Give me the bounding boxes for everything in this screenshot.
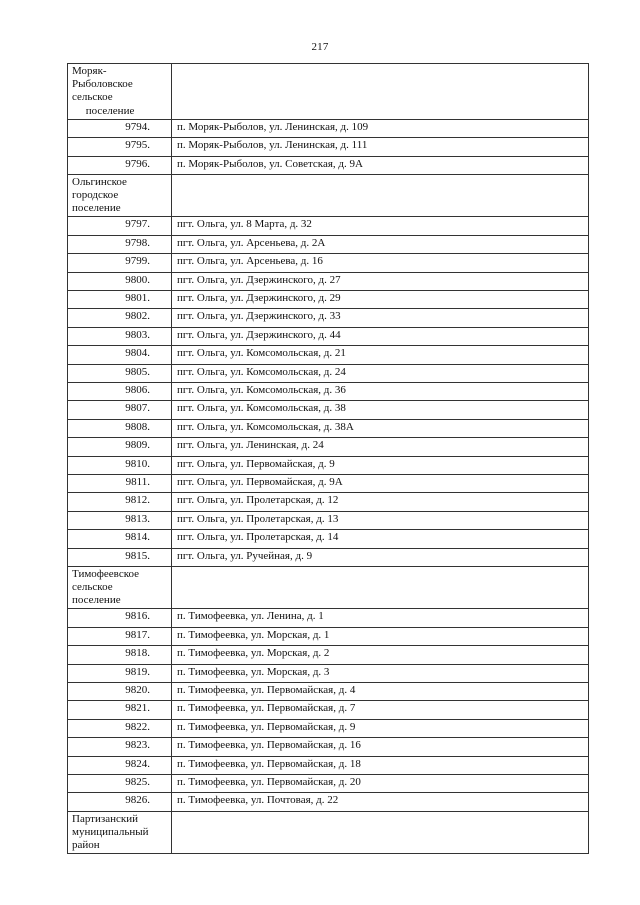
table-row — [68, 719, 589, 737]
table-row — [68, 419, 589, 437]
table-row — [68, 119, 589, 137]
row-number: 9824. — [68, 756, 172, 774]
section-name-cell — [68, 64, 172, 120]
row-address: п. Тимофеевка, ул. Первомайская, д. 4 — [172, 683, 589, 701]
row-address: пгт. Ольга, ул. Первомайская, д. 9А — [172, 474, 589, 492]
table-row — [68, 383, 589, 401]
row-address: пгт. Ольга, ул. Дзержинского, д. 33 — [172, 309, 589, 327]
row-number: 9816. — [68, 609, 172, 627]
table-row — [68, 438, 589, 456]
row-address: п. Тимофеевка, ул. Первомайская, д. 16 — [172, 738, 589, 756]
row-address: пгт. Ольга, ул. Комсомольская, д. 36 — [172, 383, 589, 401]
table-row — [68, 627, 589, 645]
row-address: пгт. Ольга, ул. Пролетарская, д. 12 — [172, 493, 589, 511]
table-row — [68, 217, 589, 235]
table-row — [68, 235, 589, 253]
table-row — [68, 756, 589, 774]
row-address: п. Тимофеевка, ул. Первомайская, д. 7 — [172, 701, 589, 719]
section-name-cell — [68, 174, 172, 217]
row-address: пгт. Ольга, ул. Пролетарская, д. 14 — [172, 530, 589, 548]
table-body — [68, 64, 589, 854]
row-number: 9808. — [68, 419, 172, 437]
section-name-line: Партизанский — [72, 812, 138, 825]
table-row — [68, 364, 589, 382]
section-empty-cell — [172, 811, 589, 854]
row-address: п. Тимофеевка, ул. Морская, д. 1 — [172, 627, 589, 645]
row-number: 9809. — [68, 438, 172, 456]
row-address: п. Моряк-Рыболов, ул. Ленинская, д. 109 — [172, 119, 589, 137]
row-address: п. Тимофеевка, ул. Первомайская, д. 20 — [172, 774, 589, 792]
row-number: 9823. — [68, 738, 172, 756]
row-number: 9815. — [68, 548, 172, 566]
table-row — [68, 272, 589, 290]
row-number: 9826. — [68, 793, 172, 811]
row-number: 9797. — [68, 217, 172, 235]
table-row — [68, 309, 589, 327]
table-row — [68, 683, 589, 701]
row-address: п. Тимофеевка, ул. Морская, д. 3 — [172, 664, 589, 682]
section-header-row — [68, 566, 589, 609]
table-row — [68, 456, 589, 474]
row-number: 9813. — [68, 511, 172, 529]
row-number: 9806. — [68, 383, 172, 401]
section-header-row — [68, 811, 589, 854]
row-number: 9804. — [68, 346, 172, 364]
row-address: пгт. Ольга, ул. Дзержинского, д. 27 — [172, 272, 589, 290]
page-number: 217 — [311, 41, 329, 53]
section-empty-cell — [172, 566, 589, 609]
row-number: 9810. — [68, 456, 172, 474]
row-number: 9820. — [68, 683, 172, 701]
row-address: пгт. Ольга, ул. Пролетарская, д. 13 — [172, 511, 589, 529]
section-name-line: муниципальный — [72, 825, 149, 838]
row-number: 9801. — [68, 291, 172, 309]
row-number: 9814. — [68, 530, 172, 548]
row-number: 9794. — [68, 119, 172, 137]
section-name-line: поселение — [72, 104, 135, 117]
row-number: 9811. — [68, 474, 172, 492]
row-number: 9822. — [68, 719, 172, 737]
row-number: 9819. — [68, 664, 172, 682]
section-name-line: сельское — [72, 581, 113, 594]
section-name-line: поселение — [72, 594, 121, 607]
row-address: п. Тимофеевка, ул. Ленина, д. 1 — [172, 609, 589, 627]
row-number: 9821. — [68, 701, 172, 719]
table-row — [68, 609, 589, 627]
row-address: пгт. Ольга, ул. Комсомольская, д. 21 — [172, 346, 589, 364]
row-address: п. Моряк-Рыболов, ул. Ленинская, д. 111 — [172, 138, 589, 156]
table-row — [68, 493, 589, 511]
row-address: пгт. Ольга, ул. Первомайская, д. 9 — [172, 456, 589, 474]
row-address: пгт. Ольга, ул. Дзержинского, д. 44 — [172, 327, 589, 345]
table-row — [68, 793, 589, 811]
table-row — [68, 511, 589, 529]
row-address: пгт. Ольга, ул. Комсомольская, д. 24 — [172, 364, 589, 382]
table-row — [68, 401, 589, 419]
row-number: 9825. — [68, 774, 172, 792]
row-address: пгт. Ольга, ул. Комсомольская, д. 38 — [172, 401, 589, 419]
row-number: 9798. — [68, 235, 172, 253]
table-row — [68, 701, 589, 719]
section-empty-cell — [172, 174, 589, 217]
section-name-line: Рыболовское — [72, 78, 133, 91]
section-name-cell — [68, 566, 172, 609]
section-name-line: Моряк- — [72, 65, 107, 77]
table-row — [68, 738, 589, 756]
table-row — [68, 548, 589, 566]
row-number: 9812. — [68, 493, 172, 511]
row-number: 9818. — [68, 646, 172, 664]
table-row — [68, 346, 589, 364]
row-address: п. Тимофеевка, ул. Первомайская, д. 18 — [172, 756, 589, 774]
section-name-line: сельское — [72, 91, 113, 104]
row-number: 9807. — [68, 401, 172, 419]
table-row — [68, 646, 589, 664]
section-name-line: район — [72, 839, 100, 852]
row-number: 9795. — [68, 138, 172, 156]
row-address: пгт. Ольга, ул. Дзержинского, д. 29 — [172, 291, 589, 309]
table-row — [68, 530, 589, 548]
address-table — [67, 63, 589, 854]
row-address: пгт. Ольга, ул. Арсеньева, д. 2А — [172, 235, 589, 253]
section-name-line: Тимофеевское — [72, 567, 139, 580]
row-number: 9796. — [68, 156, 172, 174]
row-number: 9799. — [68, 254, 172, 272]
row-number: 9800. — [68, 272, 172, 290]
row-address: пгт. Ольга, ул. Ленинская, д. 24 — [172, 438, 589, 456]
section-name-cell — [68, 811, 172, 854]
table-row — [68, 291, 589, 309]
row-address: пгт. Ольга, ул. Комсомольская, д. 38А — [172, 419, 589, 437]
section-empty-cell — [172, 64, 589, 120]
row-address: пгт. Ольга, ул. Арсеньева, д. 16 — [172, 254, 589, 272]
row-address: пгт. Ольга, ул. 8 Марта, д. 32 — [172, 217, 589, 235]
table-row — [68, 254, 589, 272]
section-header-row — [68, 174, 589, 217]
section-header-row — [68, 64, 589, 120]
row-address: пгт. Ольга, ул. Ручейная, д. 9 — [172, 548, 589, 566]
row-address: п. Тимофеевка, ул. Почтовая, д. 22 — [172, 793, 589, 811]
section-name-line: городское — [72, 189, 119, 202]
table-row — [68, 774, 589, 792]
row-address: п. Тимофеевка, ул. Первомайская, д. 9 — [172, 719, 589, 737]
row-address: п. Тимофеевка, ул. Морская, д. 2 — [172, 646, 589, 664]
table-row — [68, 664, 589, 682]
row-number: 9802. — [68, 309, 172, 327]
table-row — [68, 138, 589, 156]
section-name-line: Ольгинское — [72, 175, 127, 188]
table-row — [68, 327, 589, 345]
section-name-line: поселение — [72, 202, 121, 215]
row-number: 9805. — [68, 364, 172, 382]
table-row — [68, 156, 589, 174]
table-row — [68, 474, 589, 492]
row-address: п. Моряк-Рыболов, ул. Советская, д. 9А — [172, 156, 589, 174]
row-number: 9817. — [68, 627, 172, 645]
row-number: 9803. — [68, 327, 172, 345]
